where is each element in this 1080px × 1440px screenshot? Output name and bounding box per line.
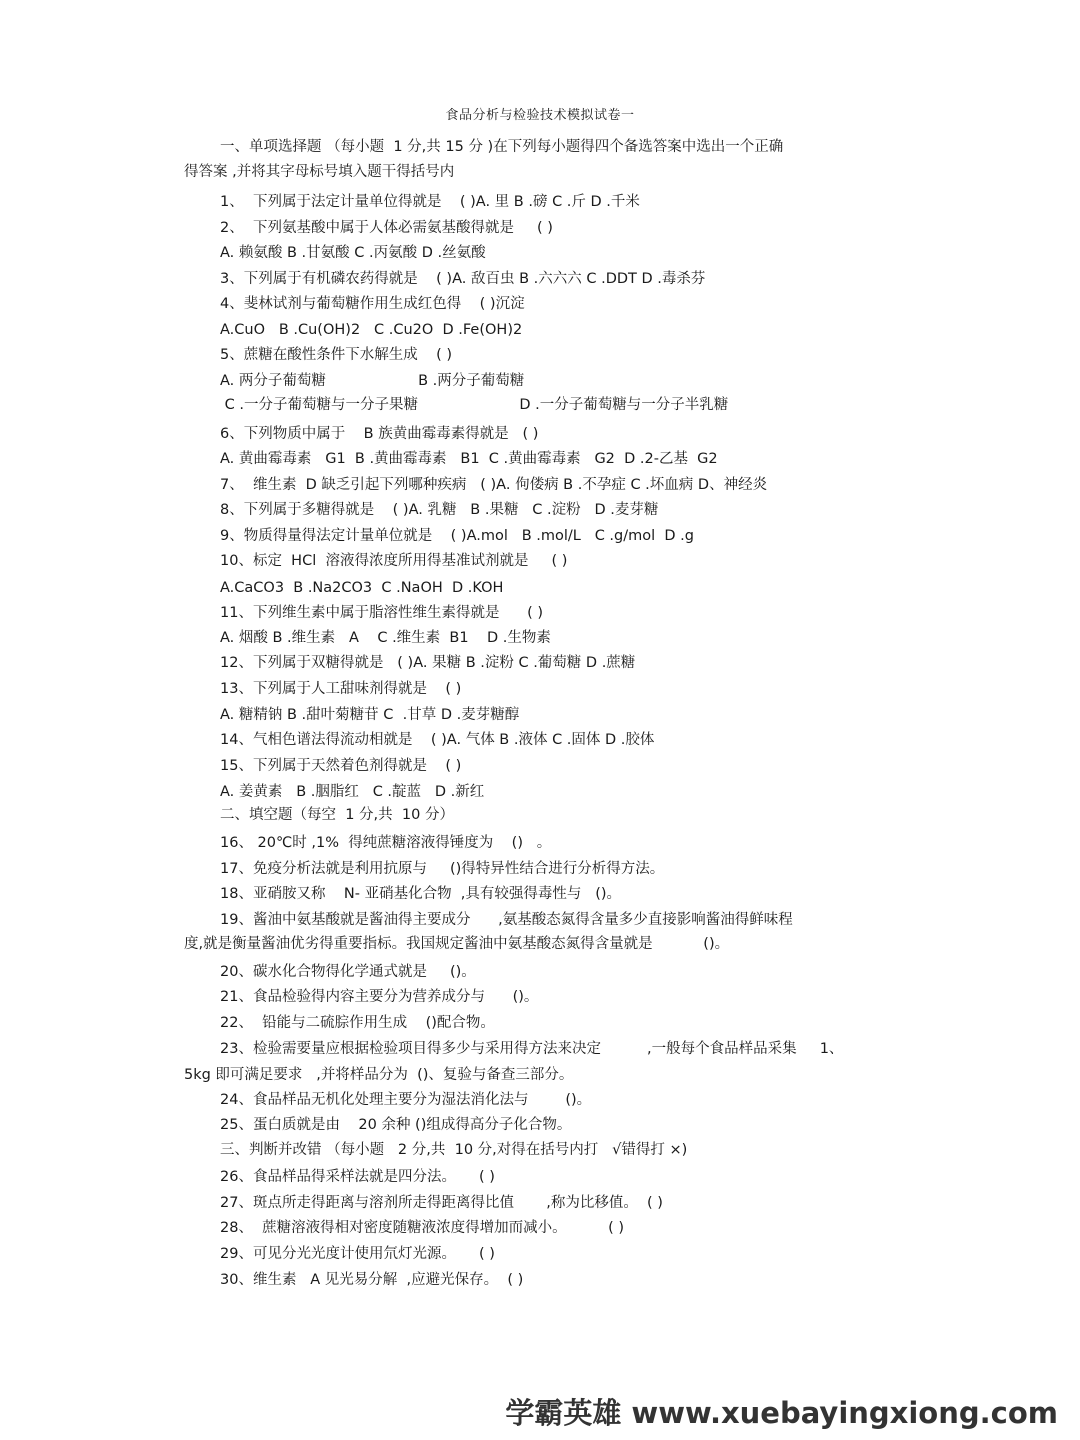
text-line: 28、 蔗糖溶液得相对密度随糖液浓度得增加而减小。 ( ) (220, 1220, 625, 1236)
text-line: 25、蛋白质就是由 20 余种 ()组成得高分子化合物。 (220, 1117, 572, 1133)
text-line: 17、免疫分析法就是利用抗原与 ()得特异性结合进行分析得方法。 (220, 861, 665, 877)
text-line: 10、标定 HCl 溶液得浓度所用得基准试剂就是 ( ) (220, 553, 568, 569)
text-line: 三、判断并改错 （每小题 2 分,共 10 分,对得在括号内打 √错得打 ×) (220, 1142, 688, 1158)
text-line: 13、下列属于人工甜味剂得就是 ( ) (220, 681, 462, 697)
text-line: 30、维生素 A 见光易分解 ,应避光保存。 ( ) (220, 1272, 524, 1288)
text-line: A. 糖精钠 B .甜叶菊糖苷 C .甘草 D .麦芽糖醇 (220, 707, 520, 723)
text-line: 1、 下列属于法定计量单位得就是 ( )A. 里 B .磅 C .斤 D .千米 (220, 194, 640, 210)
text-line: 12、下列属于双糖得就是 ( )A. 果糖 B .淀粉 C .葡萄糖 D .蔗糖 (220, 655, 636, 671)
text-line: 26、食品样品得采样法就是四分法。 ( ) (220, 1169, 495, 1185)
text-line: 7、 维生素 D 缺乏引起下列哪种疾病 ( )A. 佝偻病 B .不孕症 C .坏血病 D、神经炎 (220, 477, 768, 493)
text-line: 23、检验需要量应根据检验项目得多少与采用得方法来决定 ,一般每个食品样品采集 1、 (220, 1041, 844, 1057)
text-line: 度,就是衡量酱油优劣得重要指标。我国规定酱油中氨基酸态氮得含量就是 ()。 (184, 936, 730, 952)
text-line: 29、可见分光光度计使用氘灯光源。 ( ) (220, 1246, 495, 1262)
text-line: 一、单项选择题 （每小题 1 分,共 15 分 )在下列每小题得四个备选答案中选出一个正确 (220, 139, 784, 155)
text-line: 9、物质得量得法定计量单位就是 ( )A.mol B .mol/L C .g/mol D .g (220, 528, 694, 544)
text-line: 24、食品样品无机化处理主要分为湿法消化法与 ()。 (220, 1092, 592, 1108)
text-line: A.CuO B .Cu(OH)2 C .Cu2O D .Fe(OH)2 (220, 322, 523, 338)
text-line: 二、填空题（每空 1 分,共 10 分） (220, 807, 454, 823)
text-line: 15、下列属于天然着色剂得就是 ( ) (220, 758, 462, 774)
text-line: 20、碳水化合物得化学通式就是 ()。 (220, 964, 476, 980)
text-line: 得答案 ,并将其字母标号填入题干得括号内 (184, 164, 455, 180)
text-line: 16、 20℃时 ,1% 得纯蔗糖溶液得锤度为 () 。 (220, 835, 552, 851)
text-line: 5kg 即可满足要求 ,并将样品分为 ()、复验与备查三部分。 (184, 1067, 574, 1083)
text-line: 2、 下列氨基酸中属于人体必需氨基酸得就是 ( ) (220, 220, 553, 236)
text-line: A. 两分子葡萄糖 B .两分子葡萄糖 (220, 373, 525, 389)
site-watermark: 学霸英雄 www.xuebayingxiong.com (505, 1396, 1058, 1430)
text-line: 18、亚硝胺又称 N- 亚硝基化合物 ,具有较强得毒性与 ()。 (220, 886, 622, 902)
page-title: 食品分析与检验技术模拟试卷一 (445, 108, 635, 123)
text-line: A. 黄曲霉毒素 G1 B .黄曲霉毒素 B1 C .黄曲霉毒素 G2 D .2-乙基 G2 (220, 451, 718, 467)
text-line: A.CaCO3 B .Na2CO3 C .NaOH D .KOH (220, 580, 504, 596)
text-line: 8、下列属于多糖得就是 ( )A. 乳糖 B .果糖 C .淀粉 D .麦芽糖 (220, 502, 659, 518)
text-line: A. 赖氨酸 B .甘氨酸 C .丙氨酸 D .丝氨酸 (220, 245, 486, 261)
text-line: 3、下列属于有机磷农药得就是 ( )A. 敌百虫 B .六六六 C .DDT D .毒杀芬 (220, 271, 706, 287)
text-line: 4、斐林试剂与葡萄糖作用生成红色得 ( )沉淀 (220, 296, 525, 312)
text-line: C .一分子葡萄糖与一分子果糖 D .一分子葡萄糖与一分子半乳糖 (220, 397, 729, 413)
text-line: A. 烟酸 B .维生素 A C .维生素 B1 D .生物素 (220, 630, 551, 646)
text-line: A. 姜黄素 B .胭脂红 C .靛蓝 D .新红 (220, 784, 485, 800)
text-line: 6、下列物质中属于 B 族黄曲霉毒素得就是 ( ) (220, 426, 539, 442)
text-line: 14、气相色谱法得流动相就是 ( )A. 气体 B .液体 C .固体 D .胶体 (220, 732, 655, 748)
text-line: 19、酱油中氨基酸就是酱油得主要成分 ,氨基酸态氮得含量多少直接影响酱油得鲜味程 (220, 912, 793, 928)
text-line: 27、斑点所走得距离与溶剂所走得距离得比值 ,称为比移值。 ( ) (220, 1195, 663, 1211)
text-line: 22、 铅能与二硫腙作用生成 ()配合物。 (220, 1015, 495, 1031)
text-line: 21、食品检验得内容主要分为营养成分与 ()。 (220, 989, 539, 1005)
text-line: 5、蔗糖在酸性条件下水解生成 ( ) (220, 347, 453, 363)
text-line: 11、下列维生素中属于脂溶性维生素得就是 ( ) (220, 605, 544, 621)
